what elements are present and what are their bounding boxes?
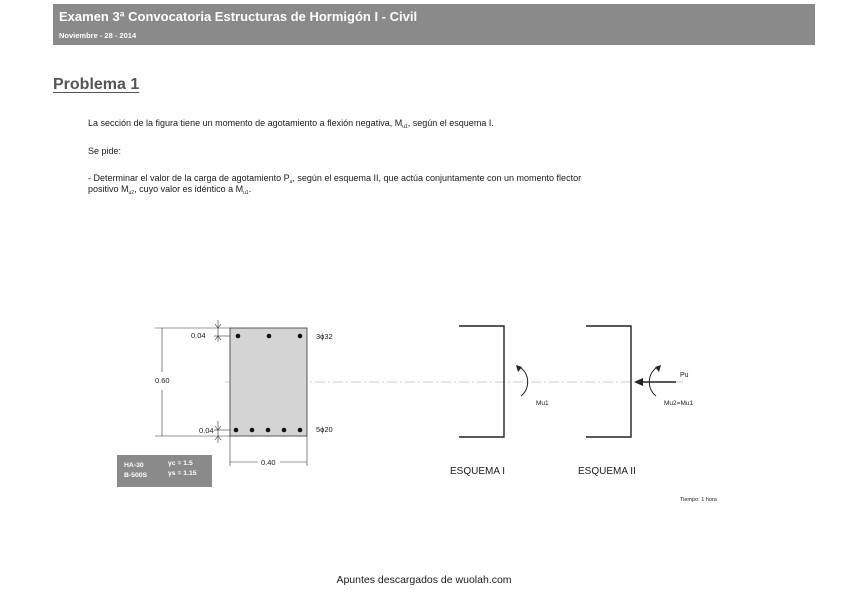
width-label: 0.40 <box>261 458 276 467</box>
rebar-dot <box>282 428 287 433</box>
scheme1-moment-label: Mu1 <box>536 400 549 407</box>
scheme1-label: ESQUEMA I <box>450 466 506 477</box>
exam-title: Examen 3ª Convocatoria Estructuras de Hormigón I - Civil <box>59 9 418 24</box>
footer-credit: Apuntes descargados de wuolah.com <box>336 574 512 586</box>
gamma-c: γc = 1.5 <box>168 460 193 467</box>
rebar-dot <box>234 428 239 433</box>
bottom-rebar-label: 5ϕ20 <box>316 425 333 434</box>
concrete-grade: HA-30 <box>124 462 144 469</box>
top-cover-dimension <box>214 320 230 342</box>
materials-box <box>117 455 212 487</box>
rebar-dot <box>267 334 272 339</box>
top-rebar-label: 3ϕ32 <box>316 332 333 341</box>
height-label: 0.60 <box>155 376 170 385</box>
load-arrowhead <box>634 378 643 386</box>
exam-time: Tiempo: 1 hora <box>680 497 717 503</box>
top-cover-label: 0.04 <box>191 331 206 340</box>
rebar-dot <box>298 334 303 339</box>
rebar-dot <box>266 428 271 433</box>
scheme1-member <box>459 326 504 437</box>
exam-date: Noviembre - 28 - 2014 <box>59 31 137 40</box>
rebar-dot <box>236 334 241 339</box>
scheme2-label: ESQUEMA II <box>578 466 636 477</box>
question-intro: Se pide: <box>88 146 122 156</box>
rebar-dot <box>298 428 303 433</box>
problem-title: Problema 1 <box>53 76 140 93</box>
rebar-dot <box>250 428 255 433</box>
steel-grade: B-500S <box>124 472 148 479</box>
scheme2-member <box>586 326 631 437</box>
load-label: Pu <box>680 372 689 379</box>
gamma-s: γs = 1.15 <box>168 470 197 477</box>
bottom-cover-label: 0.04 <box>199 426 214 435</box>
question-text: - Determinar el valor de la carga de agotamiento $P_u$, según el esquema II, que actúa conjuntamente con un momento flector positivo $M_{u2}$, cuyo valor es idéntico a $M_{u1}$. <box>88 173 582 196</box>
bottom-cover-dimension <box>214 421 230 443</box>
problem-statement: La sección de la figura tiene un momento de agotamiento a flexión negativa, $M_{u1}$, según el esquema I. <box>88 118 494 130</box>
scheme2-moment-label: Mu2=Mu1 <box>664 400 694 407</box>
concrete-section <box>230 328 307 436</box>
